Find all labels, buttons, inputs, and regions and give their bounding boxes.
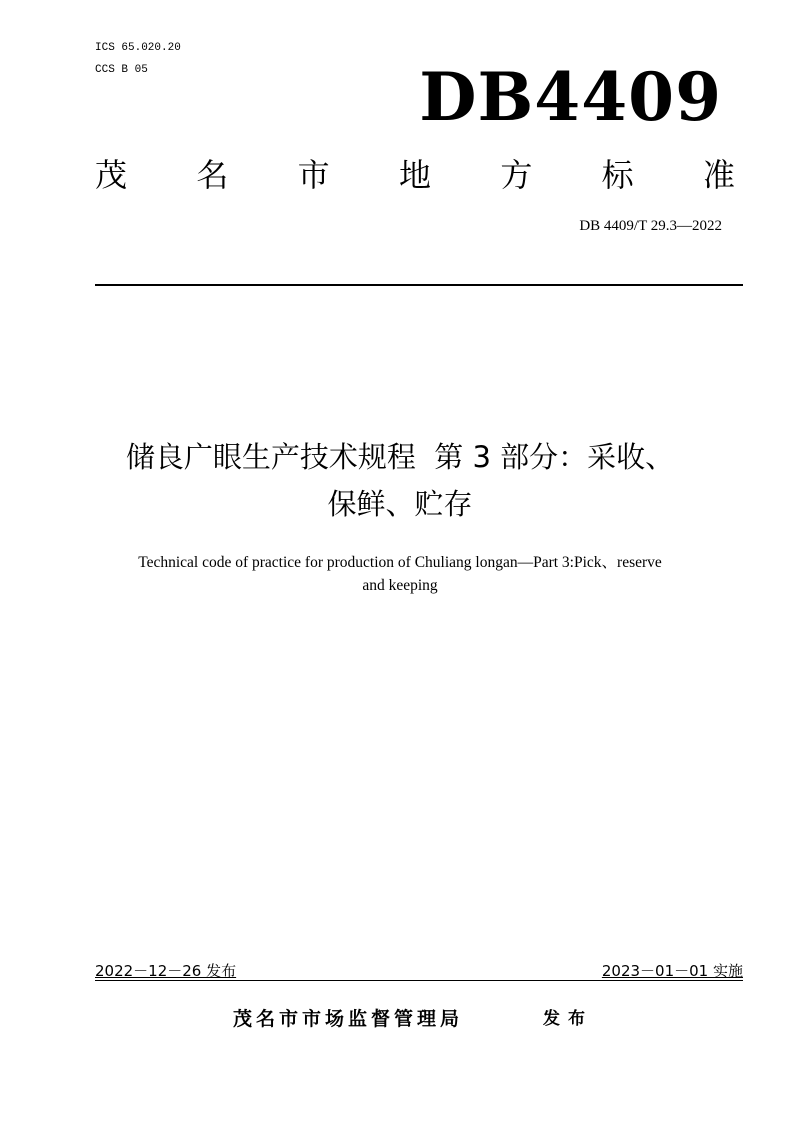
standard-type-char: 市 [297, 156, 330, 194]
db-logo: DB4409 [419, 58, 722, 136]
ics-code: ICS 65.020.20 [95, 42, 181, 54]
standard-type-char: 茂 [95, 156, 128, 194]
title-cn-line2: 保鲜、贮存 [327, 487, 473, 521]
effective-date: 2023－01－01 实施 [601, 962, 743, 980]
standard-type-char: 方 [500, 156, 533, 194]
standard-type-char: 标 [601, 156, 634, 194]
standard-type-char: 地 [398, 156, 431, 194]
header-divider [95, 284, 743, 286]
release-date: 2022－12－26 发布 [95, 962, 237, 980]
title-cn-line1: 储良广眼生产技术规程 第 3 部分：采收、 [125, 440, 675, 474]
issuer-name: 茂名市市场监督管理局 [233, 1008, 464, 1030]
footer-divider [95, 980, 743, 981]
standard-number: DB 4409/T 29.3—2022 [579, 218, 722, 234]
issue-label: 发布 [543, 1009, 593, 1029]
title-en-line2: and keeping [362, 577, 438, 594]
standard-type-char: 名 [196, 156, 229, 194]
standard-type-char: 准 [702, 156, 735, 194]
ccs-code: CCS B 05 [95, 64, 148, 76]
title-en-line1: Technical code of practice for production of Chuliang longan—Part 3:Pick、reserve [138, 554, 662, 571]
standard-type-heading [95, 156, 735, 194]
